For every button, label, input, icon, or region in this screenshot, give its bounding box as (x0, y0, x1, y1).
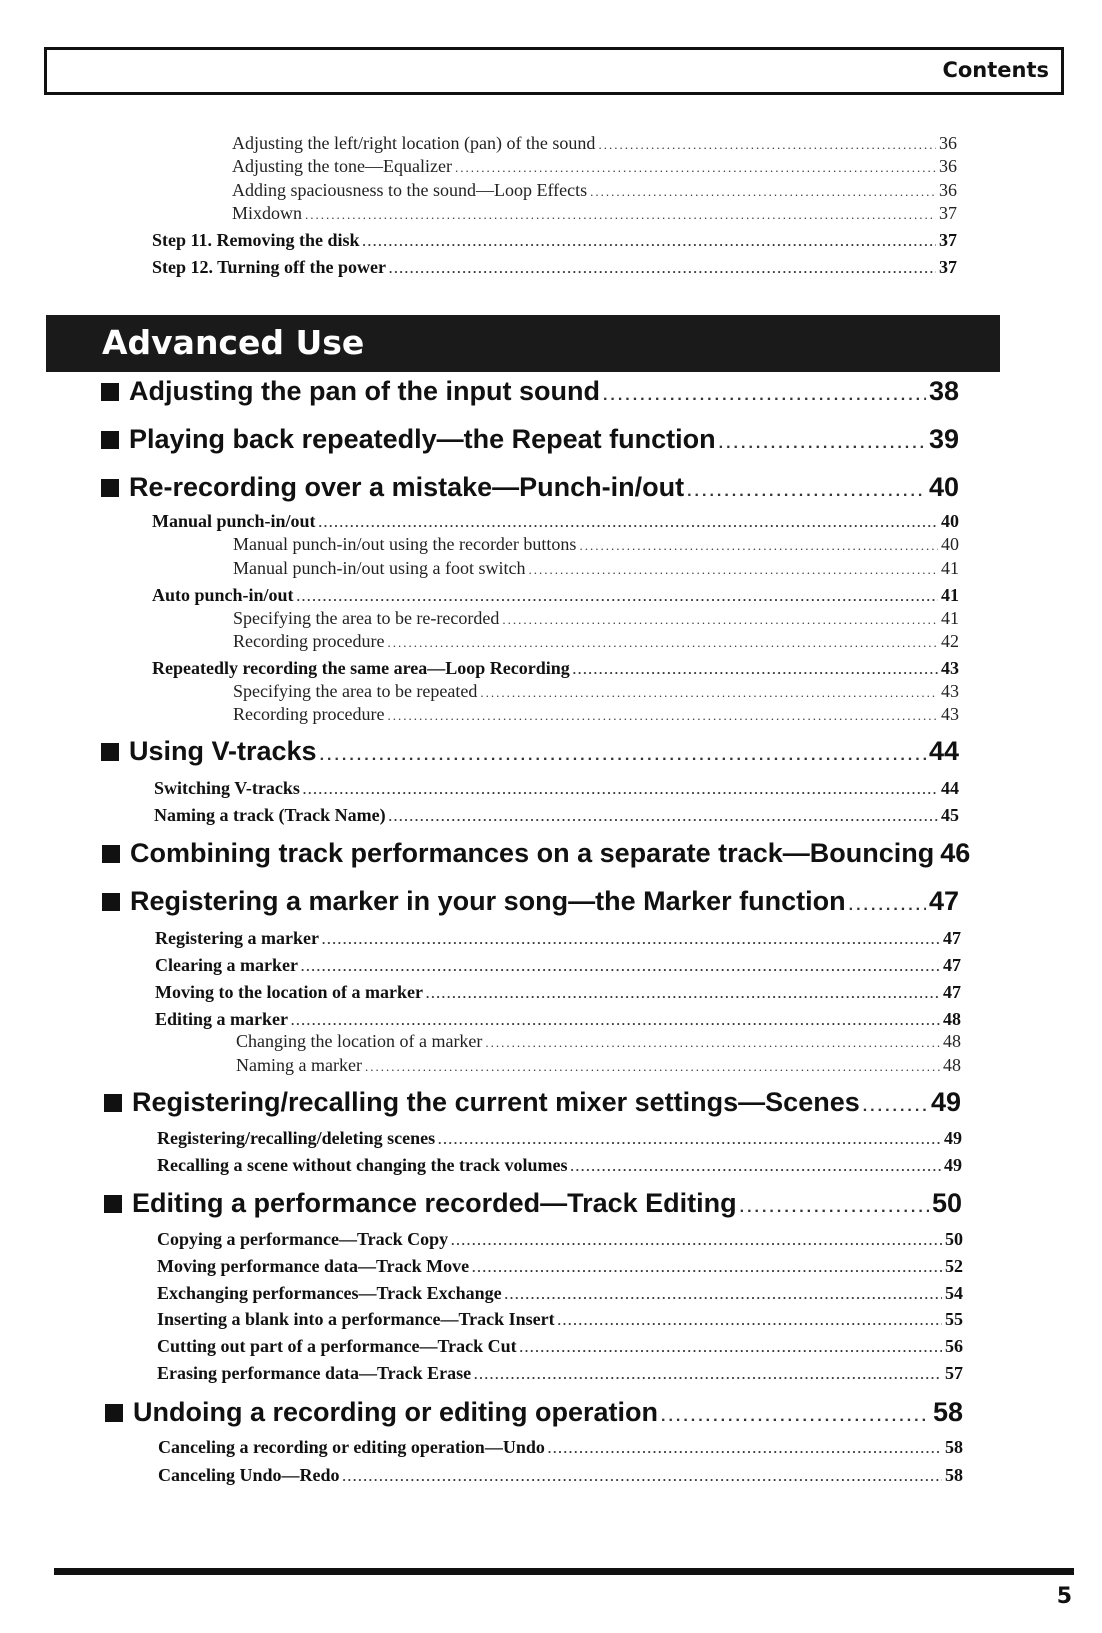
toc-entry-title: Registering/recalling/deleting scenes (157, 1128, 436, 1148)
toc-entry-page: 40 (941, 511, 959, 531)
toc-entry-title: Recalling a scene without changing the track volumes (157, 1155, 568, 1175)
footer-rule (54, 1568, 1074, 1575)
toc-entry[interactable] (157, 1309, 963, 1330)
toc-entry-title: Moving performance data—Track Move (157, 1256, 470, 1276)
toc-entry[interactable] (232, 203, 957, 224)
toc-entry[interactable] (158, 1437, 963, 1458)
toc-entry-title: Changing the location of a marker (236, 1031, 483, 1051)
toc-chapter-title: Re-recording over a mistake—Punch-in/out (129, 472, 685, 502)
toc-entry[interactable] (157, 1363, 963, 1384)
header-title: Contents (942, 58, 1049, 82)
header-box (44, 47, 1064, 95)
toc-chapter[interactable] (102, 886, 959, 917)
toc-entry-title: Specifying the area to be re-recorded (233, 608, 500, 628)
toc-chapter-title: Adjusting the pan of the input sound (129, 376, 600, 406)
square-bullet-icon (104, 1195, 122, 1213)
toc-entry-title: Editing a marker (155, 1009, 288, 1029)
toc-entry-page: 37 (939, 257, 957, 277)
square-bullet-icon (102, 893, 120, 911)
toc-entry-title: Canceling a recording or editing operation—Undo (158, 1437, 545, 1457)
toc-entry[interactable] (232, 133, 957, 154)
toc-entry-title: Adjusting the left/right location (pan) of the sound (232, 133, 596, 153)
toc-chapter-page: 58 (932, 1397, 963, 1427)
toc-chapter-title: Using V-tracks (129, 736, 317, 766)
square-bullet-icon (105, 1404, 123, 1422)
toc-entry-title: Manual punch-in/out using a foot switch (233, 558, 526, 578)
toc-entry-page: 58 (945, 1437, 963, 1457)
toc-entry-page: 47 (943, 955, 961, 975)
toc-entry-title: Moving to the location of a marker (155, 982, 423, 1002)
toc-entry-step[interactable] (152, 230, 957, 251)
toc-entry[interactable] (155, 1009, 961, 1030)
toc-entry[interactable] (233, 608, 959, 629)
toc-entry[interactable] (155, 928, 961, 949)
toc-entry-page: 48 (943, 1009, 961, 1029)
page-number: 5 (1056, 1584, 1072, 1609)
toc-entry[interactable] (158, 1465, 963, 1486)
toc-entry[interactable] (157, 1229, 963, 1250)
toc-chapter-page: 50 (931, 1188, 962, 1218)
toc-entry[interactable] (157, 1155, 962, 1176)
toc-entry-title: Switching V-tracks (154, 778, 300, 798)
toc-entry[interactable] (233, 534, 959, 555)
toc-entry-page: 49 (944, 1128, 962, 1148)
toc-chapter[interactable] (101, 424, 959, 455)
toc-entry-page: 36 (939, 133, 957, 153)
toc-entry-title: Registering a marker (155, 928, 319, 948)
toc-chapter[interactable] (104, 1087, 961, 1118)
toc-chapter-title: Combining track performances on a separate track—Bouncing (130, 838, 935, 868)
toc-entry[interactable] (233, 558, 959, 579)
toc-entry[interactable] (157, 1336, 963, 1357)
toc-entry-page: 37 (939, 203, 957, 223)
toc-entry-title: Repeatedly recording the same area—Loop Recording (152, 658, 570, 678)
toc-entry-page: 45 (941, 805, 959, 825)
toc-entry-title: Recording procedure (233, 704, 385, 724)
toc-entry-title: Auto punch-in/out (152, 585, 294, 605)
toc-entry-page: 56 (945, 1336, 963, 1356)
toc-entry[interactable] (236, 1055, 961, 1076)
toc-entry-title: Adding spaciousness to the sound—Loop Effects (232, 180, 588, 200)
toc-entry-page: 52 (945, 1256, 963, 1276)
toc-entry[interactable] (152, 585, 959, 606)
toc-entry-page: 48 (943, 1031, 961, 1051)
toc-entry-title: Erasing performance data—Track Erase (157, 1363, 472, 1383)
toc-entry-title: Inserting a blank into a performance—Track Insert (157, 1309, 555, 1329)
toc-chapter[interactable] (101, 472, 959, 503)
toc-entry-page: 57 (945, 1363, 963, 1383)
toc-entry-title: Mixdown (232, 203, 303, 223)
toc-entry-page: 49 (944, 1155, 962, 1175)
toc-entry[interactable] (157, 1283, 963, 1304)
toc-chapter-title: Undoing a recording or editing operation (133, 1397, 658, 1427)
toc-chapter[interactable] (101, 736, 959, 767)
toc-entry[interactable] (232, 156, 957, 177)
toc-entry[interactable] (155, 982, 961, 1003)
toc-entry-title: Naming a track (Track Name) (154, 805, 386, 825)
toc-entry-title: Manual punch-in/out using the recorder buttons (233, 534, 577, 554)
toc-entry[interactable] (233, 704, 959, 725)
toc-chapter-page: 40 (928, 472, 959, 502)
square-bullet-icon (101, 743, 119, 761)
toc-entry-title: Step 12. Turning off the power (152, 257, 387, 277)
toc-entry-title: Exchanging performances—Track Exchange (157, 1283, 502, 1303)
toc-chapter[interactable] (102, 838, 971, 869)
toc-entry-page: 36 (939, 180, 957, 200)
toc-entry[interactable] (154, 778, 959, 799)
toc-entry-page: 36 (939, 156, 957, 176)
section-banner: Advanced Use (46, 315, 1000, 372)
toc-chapter-title: Registering/recalling the current mixer settings—Scenes (132, 1087, 860, 1117)
square-bullet-icon (101, 431, 119, 449)
toc-entry-page: 47 (943, 982, 961, 1002)
toc-entry-page: 43 (941, 658, 959, 678)
toc-entry-title: Canceling Undo—Redo (158, 1465, 340, 1485)
toc-entry[interactable] (233, 681, 959, 702)
toc-chapter[interactable] (104, 1188, 962, 1219)
toc-entry[interactable] (155, 955, 961, 976)
square-bullet-icon (104, 1094, 122, 1112)
toc-entry-title: Step 11. Removing the disk (152, 230, 360, 250)
toc-entry[interactable] (157, 1256, 963, 1277)
toc-entry-page: 50 (945, 1229, 963, 1249)
toc-entry-page: 43 (941, 704, 959, 724)
toc-entry-page: 55 (945, 1309, 963, 1329)
toc-entry-title: Recording procedure (233, 631, 385, 651)
toc-entry[interactable] (233, 631, 959, 652)
toc-entry-page: 58 (945, 1465, 963, 1485)
toc-entry-page: 54 (945, 1283, 963, 1303)
toc-chapter-title: Playing back repeatedly—the Repeat function (129, 424, 716, 454)
toc-entry-page: 37 (939, 230, 957, 250)
toc-chapter-page: 46 (940, 838, 971, 868)
toc-entry[interactable] (152, 658, 959, 679)
toc-chapter-page: 38 (928, 376, 959, 406)
toc-entry-page: 42 (941, 631, 959, 651)
toc-chapter-page: 39 (928, 424, 959, 454)
toc-entry-page: 48 (943, 1055, 961, 1075)
toc-entry-page: 44 (941, 778, 959, 798)
toc-chapter-page: 49 (930, 1087, 961, 1117)
toc-chapter-title: Registering a marker in your song—the Marker function (130, 886, 846, 916)
toc-entry-title: Clearing a marker (155, 955, 298, 975)
toc-entry-step[interactable] (152, 257, 957, 278)
square-bullet-icon (101, 383, 119, 401)
toc-entry-page: 41 (941, 558, 959, 578)
toc-entry-page: 41 (941, 608, 959, 628)
toc-entry-page: 40 (941, 534, 959, 554)
toc-chapter[interactable] (101, 376, 959, 407)
square-bullet-icon (102, 845, 120, 863)
toc-entry-title: Naming a marker (236, 1055, 362, 1075)
toc-entry[interactable] (232, 180, 957, 201)
square-bullet-icon (101, 479, 119, 497)
toc-entry-page: 47 (943, 928, 961, 948)
toc-chapter-title: Editing a performance recorded—Track Editing (132, 1188, 737, 1218)
toc-entry-page: 43 (941, 681, 959, 701)
toc-entry[interactable] (154, 805, 959, 826)
toc-entry-title: Adjusting the tone—Equalizer (232, 156, 452, 176)
toc-entry-page: 41 (941, 585, 959, 605)
toc-chapter-page: 47 (928, 886, 959, 916)
toc-entry[interactable] (236, 1031, 961, 1052)
toc-entry-title: Cutting out part of a performance—Track Cut (157, 1336, 517, 1356)
toc-entry-title: Specifying the area to be repeated (233, 681, 478, 701)
toc-entry-title: Manual punch-in/out (152, 511, 316, 531)
toc-entry-title: Copying a performance—Track Copy (157, 1229, 449, 1249)
toc-chapter-page: 44 (928, 736, 959, 766)
toc-entry[interactable] (157, 1128, 962, 1149)
toc-chapter[interactable] (105, 1397, 963, 1428)
toc-entry[interactable] (152, 511, 959, 532)
